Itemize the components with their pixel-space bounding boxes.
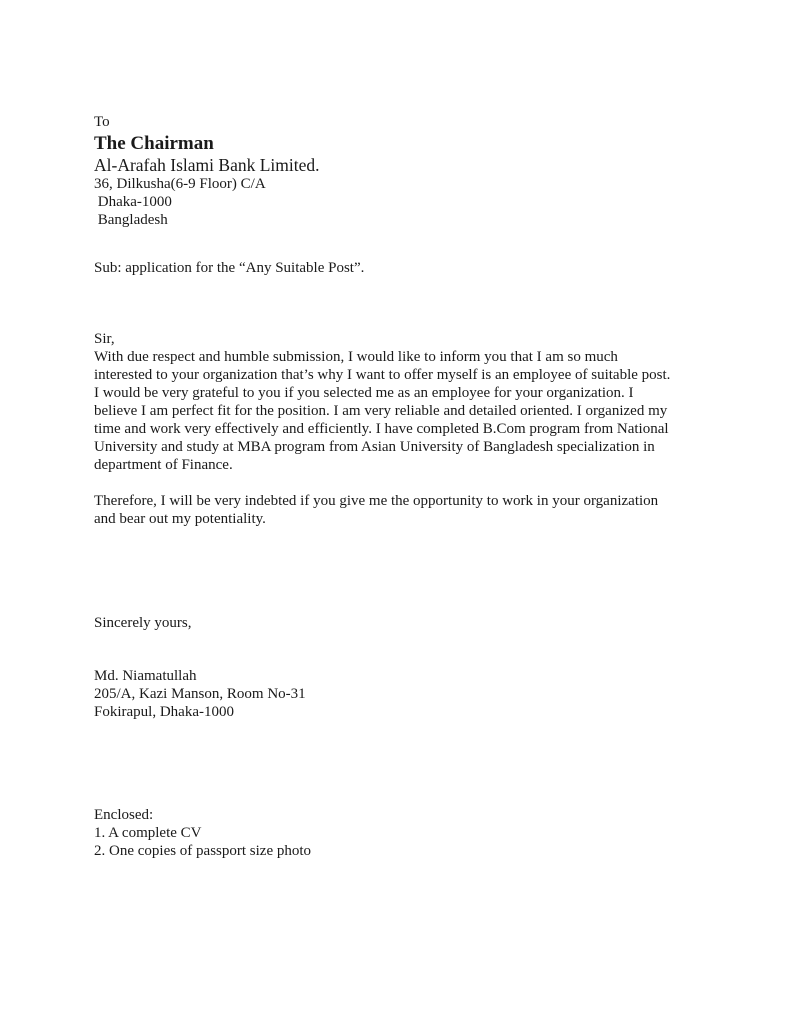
recipient-title: The Chairman (94, 133, 214, 154)
enclosure-item: 2. One copies of passport size photo (94, 843, 312, 859)
sender-address-line: Fokirapul, Dhaka-1000 (94, 704, 234, 720)
body-line: time and work very effectively and efficiently. I have completed B.Com program from National (94, 421, 669, 437)
recipient-organization: Al-Arafah Islami Bank Limited. (94, 155, 320, 175)
to-label: To (94, 114, 110, 130)
sender-block (94, 667, 734, 721)
enclosures-heading: Enclosed: (94, 807, 154, 823)
body-line: and bear out my potentiality. (94, 511, 266, 527)
closing: Sincerely yours, (94, 615, 192, 631)
body-line: believe I am perfect fit for the position. I am very reliable and detailed oriented. I organized my (94, 403, 668, 419)
recipient-address-line: Dhaka-1000 (94, 194, 172, 210)
body-line: I would be very grateful to you if you selected me as an employee for your organization. I (94, 385, 634, 401)
salutation: Sir, (94, 331, 115, 347)
sender-name: Md. Niamatullah (94, 668, 197, 684)
enclosure-item: 1. A complete CV (94, 825, 202, 841)
recipient-address-line: Bangladesh (94, 212, 168, 228)
letter-page (94, 113, 734, 860)
body-line: Therefore, I will be very indebted if you give me the opportunity to work in your organization (94, 493, 659, 509)
recipient-address-line: 36, Dilkusha(6-9 Floor) C/A (94, 176, 266, 192)
body-line: With due respect and humble submission, I would like to inform you that I am so much (94, 349, 618, 365)
body-line: University and study at MBA program from Asian University of Bangladesh specialization in (94, 439, 655, 455)
body-line: department of Finance. (94, 457, 233, 473)
recipient-block (94, 113, 734, 229)
body-paragraph-2 (94, 492, 694, 528)
enclosures-block (94, 806, 734, 860)
subject-line: Sub: application for the “Any Suitable Post”. (94, 260, 365, 276)
sender-address-line: 205/A, Kazi Manson, Room No-31 (94, 686, 306, 702)
body-paragraph-1 (94, 348, 694, 474)
body-line: interested to your organization that’s why I want to offer myself is an employee of suitable post. (94, 367, 671, 383)
